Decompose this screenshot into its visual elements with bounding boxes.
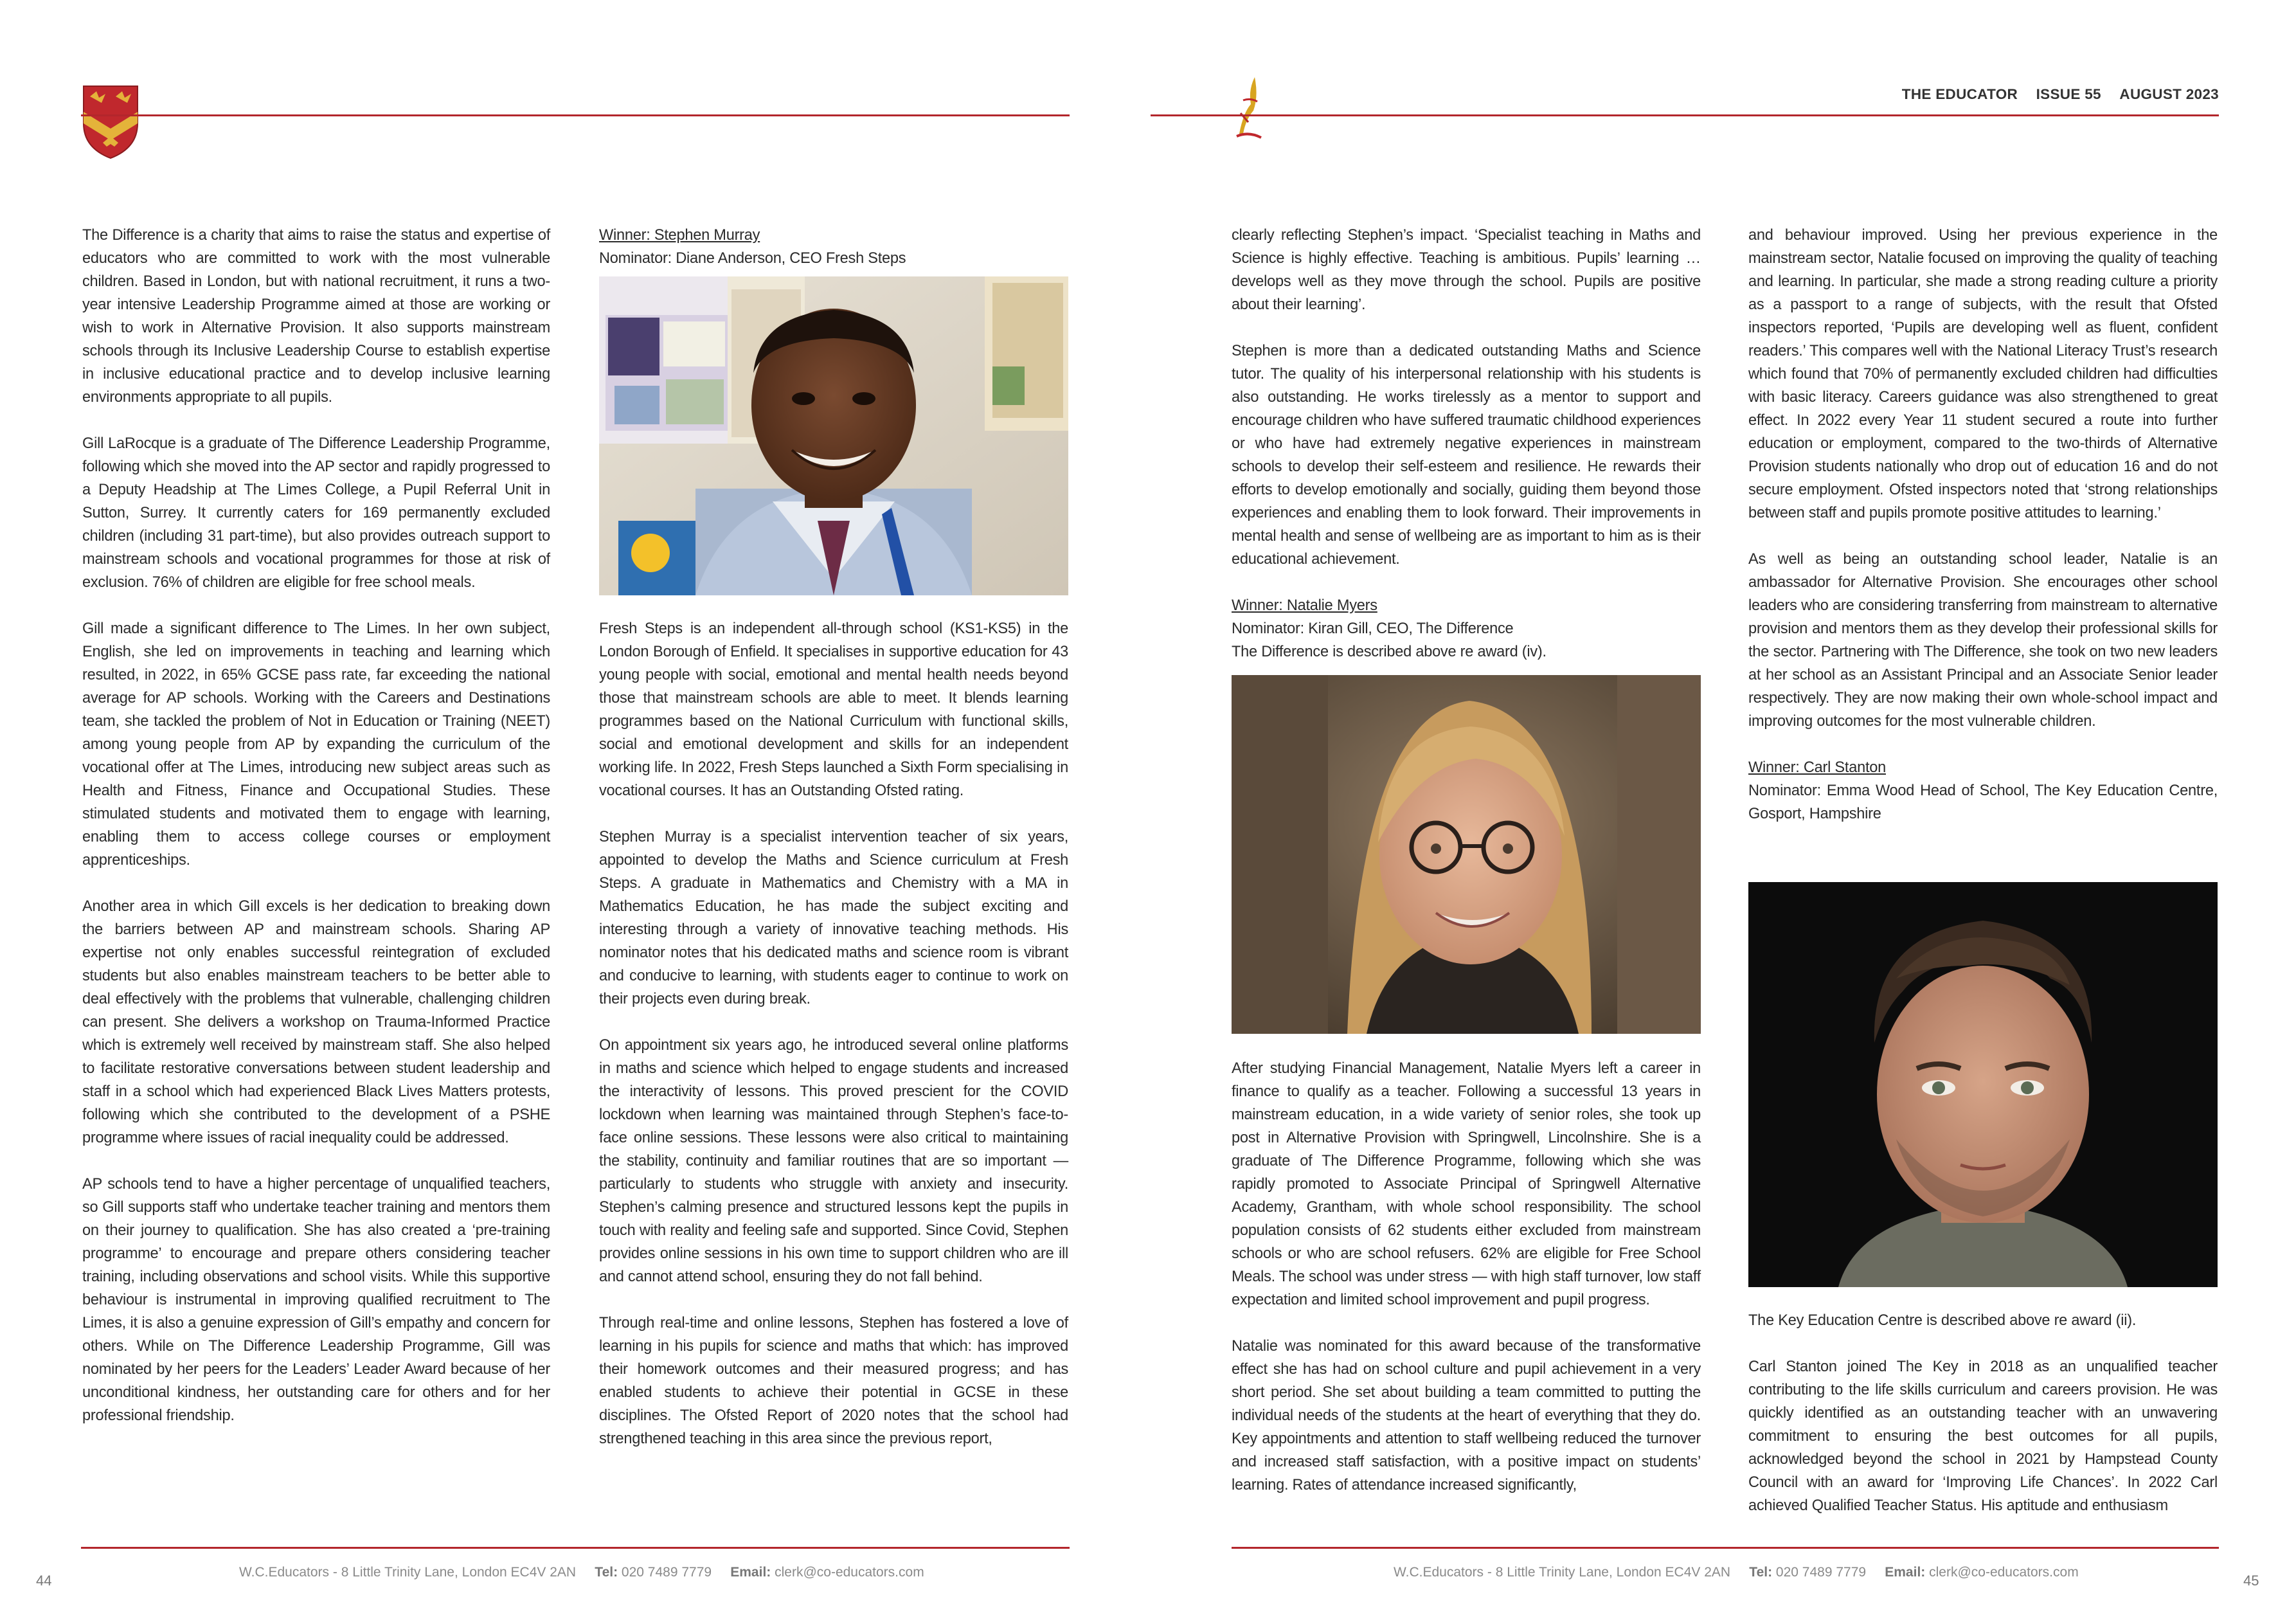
award-note: The Difference is described above re award (iv). — [1232, 644, 1547, 660]
article-column-3 — [1232, 224, 1701, 663]
quill-logo-icon — [1229, 75, 1268, 144]
page-number-right: 45 — [2243, 1573, 2259, 1589]
nominator-line: Nominator: Diane Anderson, CEO Fresh Steps — [599, 250, 906, 267]
magazine-title: THE EDUCATOR — [1901, 86, 2018, 102]
stephen-murray-photo — [599, 276, 1068, 595]
paragraph: Through real-time and online lessons, Stephen has fostered a love of learning in his pupils for science and maths that which: has improved their homework outcomes and their measured progress; and has enabled students to achieve their potential in GCSE in these disciplines. The Ofsted Report of 2020 notes that the school had strengthened teaching in this area since the previous report, — [599, 1315, 1068, 1447]
right-header-rule — [1151, 114, 2219, 116]
right-footer-rule — [1232, 1547, 2219, 1549]
paragraph: After studying Financial Management, Natalie Myers left a career in finance to qualify as a teacher. Following a successful 13 years in mainstream education, in a wide variety of senior roles, she took up post in Alternative Provision with Springwell, Lincolnshire. She is a graduate of The Difference Programme, following which she was rapidly promoted to Associate Principal of Springwell Alternative Academy, Grantham, with whole school responsibility. The school population consists of 62 students either excluded from mainstream schools or who are school refusers. 62% are eligible for Free School Meals. The school was under stress — with high staff turnover, low staff expectation and limited school improvement and pupil progress. — [1232, 1060, 1701, 1308]
paragraph: AP schools tend to have a higher percentage of unqualified teachers, so Gill supports staff who undertake teacher training and mentors them on their journey to qualification. She has also created a ‘pre-training programme’ to encourage and prepare others considering teacher training, including observations and school visits. While this supportive behaviour is instrumental in improving qualified recruitment to The Limes, it is also a genuine expression of Gill’s empathy and concern for others. While on The Difference Leadership Programme, Gill was nominated by her peers for the Leaders’ Leader Award because of her unconditional kindness, her outstanding care for others and for her professional friendship. — [82, 1176, 550, 1424]
left-footer-contact — [239, 1565, 924, 1580]
article-column-2 — [599, 224, 1068, 270]
left-footer-rule — [81, 1547, 1070, 1549]
nominator-line: Nominator: Emma Wood Head of School, The Key Education Centre, Gosport, Hampshire — [1748, 782, 2218, 822]
natalie-myers-photo — [1232, 675, 1701, 1034]
article-column-4-body — [1748, 1309, 2218, 1540]
paragraph: Stephen Murray is a specialist intervention teacher of six years, appointed to develop the Maths and Science curriculum at Fresh Steps. A graduate in Mathematics and Chemistry with a MA in Mathematics Education, he has made the subject exciting and interesting through a variety of innovative teaching methods. His nominator notes that his dedicated maths and science room is vibrant and conducive to learning, with students eager to continue to work on their projects even during break. — [599, 829, 1068, 1007]
footer-tel[interactable]: 020 7489 7779 — [1775, 1565, 1867, 1580]
footer-email-label: Email: — [1885, 1565, 1926, 1580]
article-column-2-body — [599, 617, 1068, 1474]
left-crest-icon — [81, 84, 140, 161]
article-column-1 — [82, 224, 550, 1450]
issue-header — [1902, 86, 2219, 103]
footer-email-link[interactable]: clerk@co-educators.com — [775, 1565, 924, 1580]
footer-email-link[interactable]: clerk@co-educators.com — [1929, 1565, 2079, 1580]
paragraph: Fresh Steps is an independent all-through school (KS1-KS5) in the London Borough of Enfield. It specialises in supportive education for 43 young people with social, emotional and mental health needs beyond those that mainstream schools are able to meet. It blends learning programmes based on the National Curriculum with functional skills, social and emotional development and skills for an independent working life. In 2022, Fresh Steps launched a Sixth Form specialising in vocational courses. It has an Outstanding Ofsted rating. — [599, 620, 1068, 799]
winner-heading: Winner: Stephen Murray — [599, 227, 760, 244]
article-column-4 — [1748, 224, 2218, 826]
issue-date: AUGUST 2023 — [2119, 86, 2219, 102]
paragraph: Natalie was nominated for this award because of the transformative effect she has had on school culture and pupil achievement in a very short period. She set about building a team committed to putting the individual needs of the students at the heart of everything that they do. Key appointments and attention to staff wellbeing reduced the turnover and increased staff satisfaction, with a positive impact on students’ learning. Rates of attendance increased significantly, — [1232, 1338, 1701, 1493]
footer-tel[interactable]: 020 7489 7779 — [621, 1565, 712, 1580]
paragraph: Carl Stanton joined The Key in 2018 as an unqualified teacher contributing to the life skills curriculum and careers provision. He was quickly identified as an outstanding teacher with an unwavering commitment to ensuring the best outcomes for all pupils, acknowledged beyond the school in 2021 by Hampstead County Council with an award for ‘Improving Life Chances’. In 2022 Carl achieved Qualified Teacher Status. His aptitude and enthusiasm — [1748, 1358, 2218, 1514]
issue-number: ISSUE 55 — [2036, 86, 2101, 102]
left-header-rule — [81, 114, 1070, 116]
paragraph: Gill made a significant difference to The Limes. In her own subject, English, she led on improvements in teaching and learning which resulted, in 2022, in 65% GCSE pass rate, far exceeding the national average for AP schools. Working with the Careers and Destinations team, she tackled the problem of Not in Education or Training (NEET) among young people from AP by expanding the curriculum of the vocational offer at The Limes, introducing new subject areas such as Health and Fitness, Finance and Occupational Studies. These stimulated students and motivated them to engage with learning, enabling them to access college courses or employment apprenticeships. — [82, 620, 550, 869]
paragraph: On appointment six years ago, he introduced several online platforms in maths and science which helped to engage students and increased the interactivity of lessons. This proved prescient for the COVID lockdown when learning was maintained through Stephen’s face-to-face online sessions. These lessons were also critical to maintaining the stability, continuity and familiar routines that are so important — particularly to students who struggle with anxiety and insecurity. Stephen’s calming presence and structured lessons kept the pupils in touch with reality and feeling safe and supported. Since Covid, Stephen provides online sessions in his own time to support children who are ill and cannot attend school, ensuring they do not fall behind. — [599, 1037, 1068, 1285]
paragraph: Gill LaRocque is a graduate of The Difference Leadership Programme, following which she moved into the AP sector and rapidly progressed to a Deputy Headship at The Limes College, a Pupil Referral Unit in Sutton, Surrey. It currently caters for 169 permanently excluded children (including 31 part-time), but also provides outreach support to mainstream schools and vocational programmes for those at risk of exclusion. 76% of children are eligible for free school meals. — [82, 435, 550, 591]
footer-address: W.C.Educators - 8 Little Trinity Lane, London EC4V 2AN — [239, 1565, 577, 1580]
footer-tel-label: Tel: — [595, 1565, 618, 1580]
winner-heading: Winner: Natalie Myers — [1232, 597, 1377, 614]
footer-email-label: Email: — [730, 1565, 771, 1580]
nominator-line: Nominator: Kiran Gill, CEO, The Difference — [1232, 620, 1514, 637]
right-footer-contact — [1394, 1565, 2079, 1580]
carl-stanton-photo — [1748, 882, 2218, 1287]
article-column-3-body — [1232, 1057, 1701, 1520]
paragraph: The Difference is a charity that aims to raise the status and expertise of educators who are committed to work with the most vulnerable children. Based in London, but with national recruitment, it runs a two-year intensive Leadership Programme aimed at those are working or wish to work in Alternative Provision. It also supports mainstream schools through its Inclusive Leadership Course to establish expertise in inclusive educational practice and to develop inclusive learning environments appropriate to all pupils. — [82, 227, 550, 406]
footer-tel-label: Tel: — [1749, 1565, 1773, 1580]
footer-address: W.C.Educators - 8 Little Trinity Lane, London EC4V 2AN — [1394, 1565, 1731, 1580]
paragraph: As well as being an outstanding school leader, Natalie is an ambassador for Alternative Provision. She encourages other school leaders who are considering transferring from mainstream to alternative provision and mentors them as they develop their professional skills for the sector. Partnering with The Difference, she took on two new leaders at her school as an Assistant Principal and an Associate Senior leader respectively. They are now making their own whole-school impact and improving outcomes for the most vulnerable children. — [1748, 551, 2218, 730]
winner-heading: Winner: Carl Stanton — [1748, 759, 1886, 776]
paragraph: clearly reflecting Stephen’s impact. ‘Specialist teaching in Maths and Science is highly effective. Teaching is ambitious. Pupils’ learning … develops well as they move through the school. Pupils are positive about their learning’. — [1232, 227, 1701, 313]
page-number-left: 44 — [36, 1573, 52, 1589]
award-note: The Key Education Centre is described above re award (ii). — [1748, 1312, 2137, 1329]
paragraph: Another area in which Gill excels is her dedication to breaking down the barriers between AP and mainstream schools. Sharing AP expertise not only enables successful reintegration of excluded students but also enables mainstream teachers to be better able to deal effectively with the problems that vulnerable, challenging children can present. She delivers a workshop on Trauma-Informed Practice which is extremely well received by mainstream staff. She also helped to facilitate restorative conversations between student leadership and staff in a school which had experienced Black Lives Matters protests, following which she contributed to the development of a PSHE programme where issues of racial inequality could be addressed. — [82, 898, 550, 1146]
paragraph: and behaviour improved. Using her previous experience in the mainstream sector, Natalie focused on improving the quality of teaching and learning. In particular, she made a strong reading culture a priority as a passport to a range of subjects, with the result that Ofsted inspectors reported, ‘Pupils are developing well as fluent, confident readers.’ This compares well with the National Literacy Trust’s research which found that 70% of permanently excluded children had difficulties with basic literacy. Careers guidance was also strengthened to great effect. In 2022 every Year 11 student secured a route into further education or employment, compared to the two-thirds of Alternative Provision students nationally who drop out of education 16 and do not secure employment. Ofsted inspectors noted that ‘strong relationships between staff and pupils promote positive attitudes to learning.’ — [1748, 227, 2218, 521]
paragraph: Stephen is more than a dedicated outstanding Maths and Science tutor. The quality of his interpersonal relationship with his students is also outstanding. He works tirelessly as a mentor to support and encourage children who have suffered traumatic childhood experiences or who have had extremely negative experiences in mainstream schools to develop their self-esteem and resilience. He rewards their efforts to develop emotionally and socially, guiding them beyond those experiences and enabling them to look forward. Their improvements in mental health and sense of wellbeing are as important to him as is their educational achievement. — [1232, 343, 1701, 568]
